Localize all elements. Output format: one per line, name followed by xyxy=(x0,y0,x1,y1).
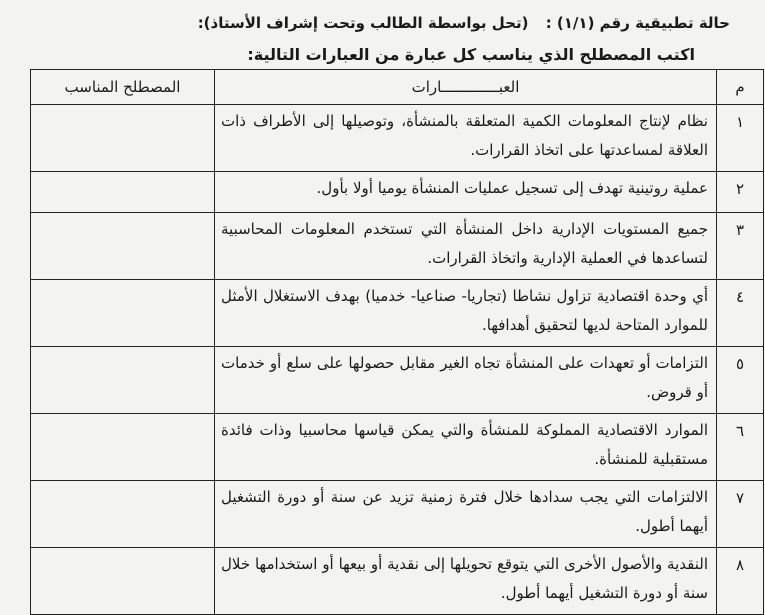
row-number: ٦ xyxy=(717,414,764,481)
terms-table xyxy=(30,69,764,615)
table-row xyxy=(31,105,764,172)
case-header xyxy=(198,14,730,32)
table-header-row xyxy=(31,70,764,105)
answer-cell[interactable] xyxy=(31,347,215,414)
row-statement: عملية روتينية تهدف إلى تسجيل عمليات المنشأة يوميا أولا بأول. xyxy=(215,172,717,213)
case-label: حالة تطبيقية رقم (١/١) : xyxy=(545,14,730,32)
answer-cell[interactable] xyxy=(31,548,215,615)
case-note: (تحل بواسطة الطالب وتحت إشراف الأستاذ): xyxy=(197,14,529,32)
answer-cell[interactable] xyxy=(31,414,215,481)
table-row xyxy=(31,172,764,213)
row-number: ٤ xyxy=(717,280,764,347)
row-number: ٧ xyxy=(717,481,764,548)
row-statement: أي وحدة اقتصادية تزاول نشاطا (تجاريا- صناعيا- خدميا) بهدف الاستغلال الأمثل للموارد المتاحة لديها لتحقيق أهدافها. xyxy=(215,280,717,347)
row-number: ٢ xyxy=(717,172,764,213)
instruction-text: اكتب المصطلح الذي يناسب كل عبارة من العبارات التالية: xyxy=(247,45,695,64)
row-number: ٥ xyxy=(717,347,764,414)
row-statement: الموارد الاقتصادية المملوكة للمنشأة والتي يمكن قياسها محاسبيا وذات فائدة مستقبلية للمنشأة. xyxy=(215,414,717,481)
row-statement: الالتزامات التي يجب سدادها خلال فترة زمنية تزيد عن سنة أو دورة التشغيل أيهما أطول. xyxy=(215,481,717,548)
row-statement: نظام لإنتاج المعلومات الكمية المتعلقة بالمنشأة، وتوصيلها إلى الأطراف ذات العلاقة لمساعدتها على اتخاذ القرارات. xyxy=(215,105,717,172)
header-term: المصطلح المناسب xyxy=(31,70,215,105)
answer-cell[interactable] xyxy=(31,172,215,213)
row-statement: التزامات أو تعهدات على المنشأة تجاه الغير مقابل حصولها على سلع أو خدمات أو قروض. xyxy=(215,347,717,414)
table-row xyxy=(31,414,764,481)
answer-cell[interactable] xyxy=(31,105,215,172)
table-row xyxy=(31,213,764,280)
table-row xyxy=(31,280,764,347)
row-number: ١ xyxy=(717,105,764,172)
answer-cell[interactable] xyxy=(31,280,215,347)
header-num: م xyxy=(717,70,764,105)
row-statement: النقدية والأصول الأخرى التي يتوقع تحويلها إلى نقدية أو بيعها أو استخدامها خلال سنة أو دورة التشغيل أيهما أطول. xyxy=(215,548,717,615)
table-row xyxy=(31,347,764,414)
answer-cell[interactable] xyxy=(31,213,215,280)
header-statements: العبـــــــــــــارات xyxy=(215,70,717,105)
table-row xyxy=(31,481,764,548)
row-number: ٣ xyxy=(717,213,764,280)
row-statement: جميع المستويات الإدارية داخل المنشأة التي تستخدم المعلومات المحاسبية لتساعدها في العملية الإدارية واتخاذ القرارات. xyxy=(215,213,717,280)
row-number: ٨ xyxy=(717,548,764,615)
answer-cell[interactable] xyxy=(31,481,215,548)
table-row xyxy=(31,548,764,615)
